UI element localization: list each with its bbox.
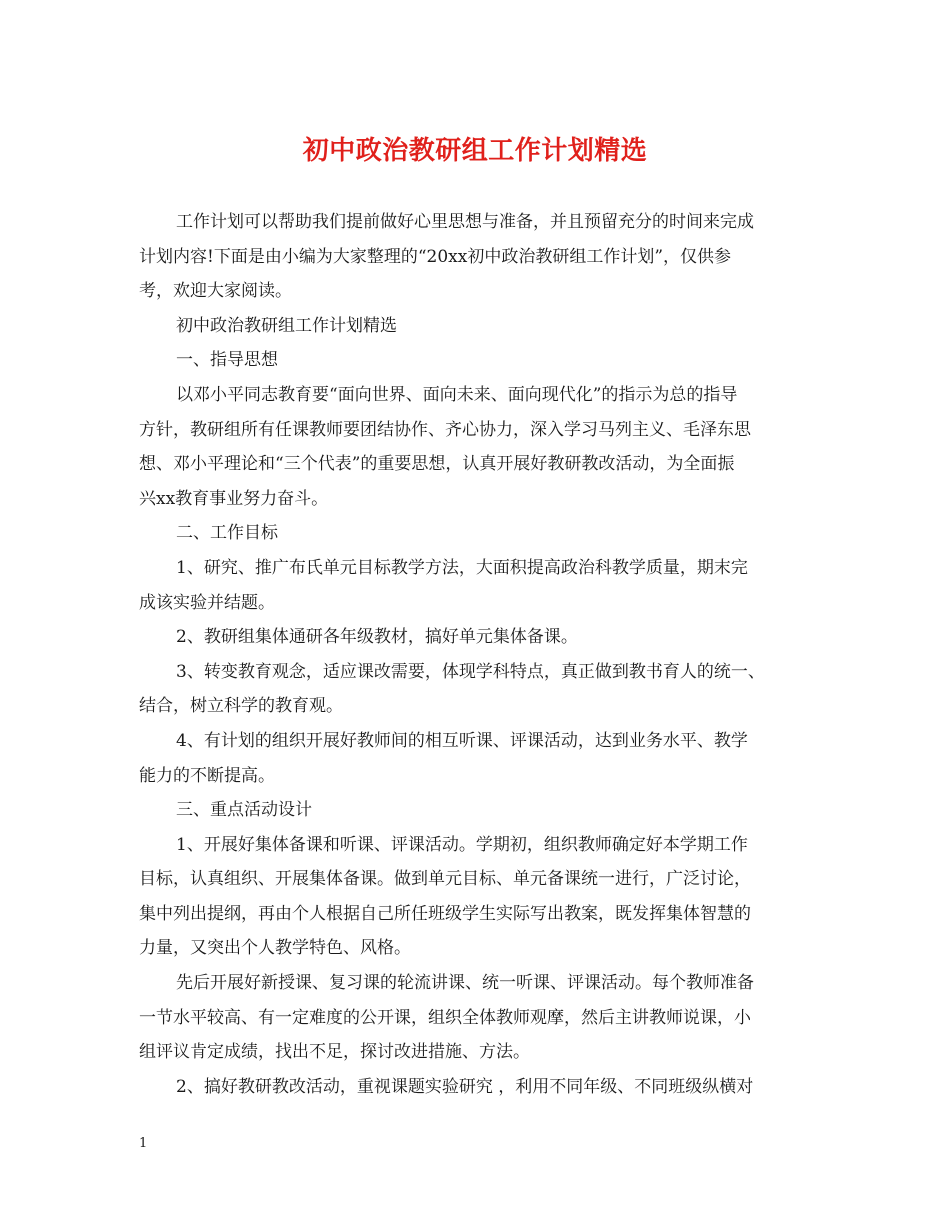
paragraph-line: 2、教研组集体通研各年级教材，搞好单元集体备课。 — [176, 627, 578, 648]
paragraph-line: 兴xx教育事业努力奋斗。 — [139, 488, 329, 509]
paragraph-line: 一节水平较高、有一定难度的公开课，组织全体教师观摩，然后主讲教师说课，小 — [139, 1007, 751, 1028]
paragraph-line: 目标，认真组织、开展集体备课。做到单元目标、单元备课统一进行，广泛讨论， — [139, 869, 751, 890]
paragraph-line: 3、转变教育观念，适应课改需要，体现学科特点，真正做到教书育人的统一、 — [176, 661, 765, 682]
page-number: 1 — [139, 1136, 148, 1151]
paragraph-line: 想、邓小平理论和“三个代表”的重要思想，认真开展好教研教改活动，为全面振 — [139, 454, 735, 475]
paragraph-line: 1、研究、推广布氏单元目标教学方法，大面积提高政治科教学质量，期末完 — [176, 557, 748, 578]
paragraph-line: 工作计划可以帮助我们提前做好心里思想与准备，并且预留充分的时间来完成 — [176, 212, 754, 232]
paragraph-line: 4、有计划的组织开展好教师间的相互听课、评课活动，达到业务水平、教学 — [176, 730, 748, 751]
paragraph-line: 2、搞好教研教改活动，重视课题实验研究 ，利用不同年级、不同班级纵横对 — [176, 1076, 754, 1097]
paragraph-line: 计划内容!下面是由小编为大家整理的“20xx初中政治教研组工作计划”，仅供参 — [139, 246, 732, 267]
paragraph-line: 力量，又突出个人教学特色、风格。 — [139, 938, 411, 959]
paragraph-line: 集中列出提纲，再由个人根据自己所任班级学生实际写出教案，既发挥集体智慧的 — [139, 903, 751, 924]
paragraph-line: 能力的不断提高。 — [139, 765, 275, 786]
paragraph-line: 先后开展好新授课、复习课的轮流讲课、统一听课、评课活动。每个教师准备 — [176, 973, 754, 994]
paragraph-line: 结合，树立科学的教育观。 — [139, 696, 343, 717]
document-body — [139, 205, 829, 1104]
paragraph-line: 成该实验并结题。 — [139, 592, 275, 613]
paragraph-line: 1、开展好集体备课和听课、评课活动。学期初，组织教师确定好本学期工作 — [176, 834, 748, 855]
paragraph-line: 以邓小平同志教育要“面向世界、面向未来、面向现代化”的指示为总的指导 — [176, 384, 738, 405]
document-title: 初中政治教研组工作计划精选 — [302, 136, 648, 166]
section-heading: 一、指导思想 — [176, 350, 278, 371]
subtitle-line: 初中政治教研组工作计划精选 — [176, 315, 397, 336]
section-heading: 三、重点活动设计 — [176, 800, 312, 821]
paragraph-line: 组评议肯定成绩，找出不足，探讨改进措施、方法。 — [139, 1042, 530, 1063]
section-heading: 二、工作目标 — [176, 523, 278, 544]
paragraph-line: 考，欢迎大家阅读。 — [139, 281, 292, 302]
paragraph-line: 方针，教研组所有任课教师要团结协作、齐心协力，深入学习马列主义、毛泽东思 — [139, 419, 751, 440]
